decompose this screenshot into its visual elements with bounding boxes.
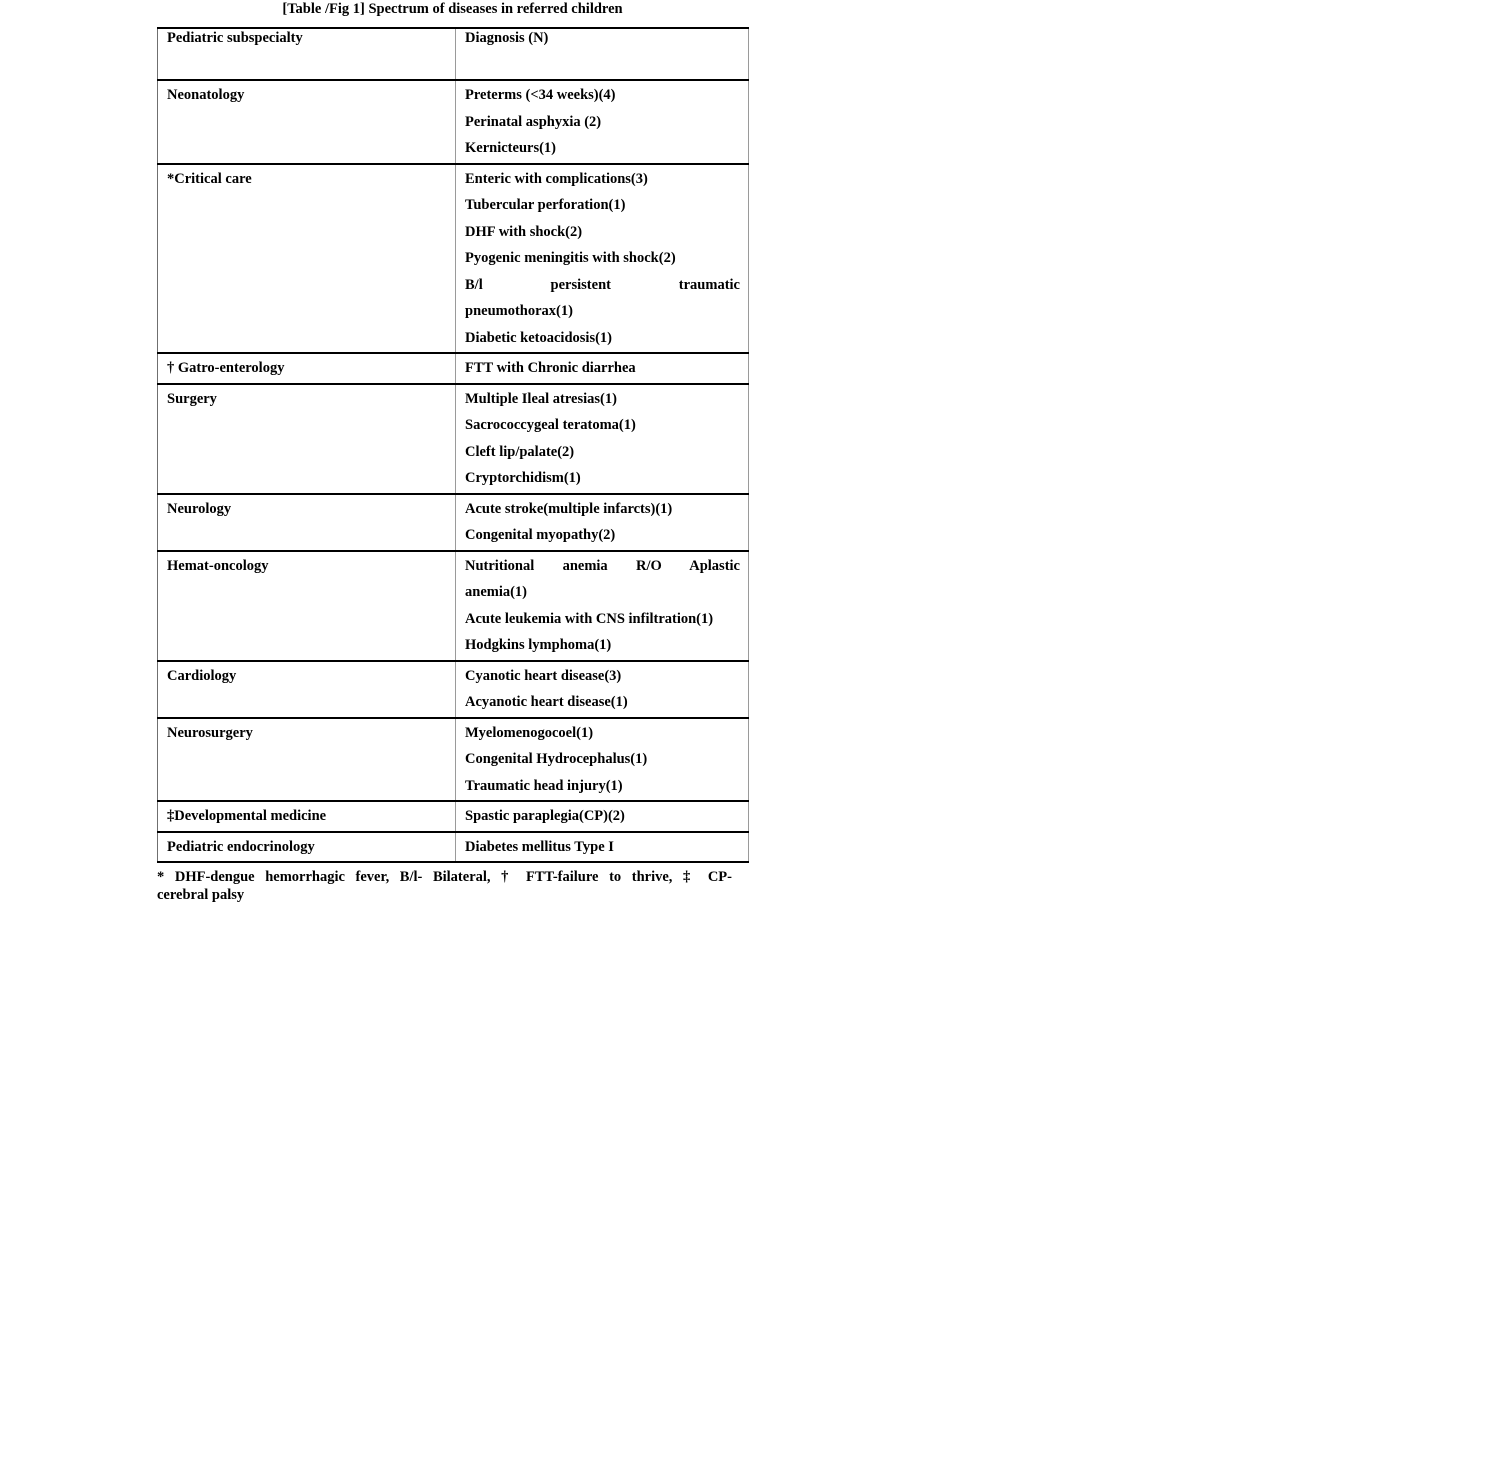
diagnosis-line: Diabetic ketoacidosis(1) <box>465 329 612 346</box>
specialty-cell <box>158 80 456 164</box>
specialty-cell <box>158 801 456 832</box>
diagnosis-cell <box>456 801 749 832</box>
disease-table-body <box>158 80 749 862</box>
diagnosis-line: DHF with shock(2) <box>465 223 583 240</box>
specialty-label: Neurology <box>167 500 232 517</box>
diagnosis-cell <box>456 353 749 384</box>
diagnosis-line: Traumatic head injury(1) <box>465 777 623 794</box>
table-header-row <box>158 28 749 80</box>
diagnosis-line: Kernicteurs(1) <box>465 140 556 156</box>
diagnosis-line: Acute stroke(multiple infarcts)(1) <box>465 500 673 517</box>
diagnosis-cell <box>456 384 749 494</box>
table-footnote <box>157 868 732 904</box>
spectrum-of-diseases-table <box>157 27 749 863</box>
diagnosis-line: Preterms (<34 weeks)(4) <box>465 87 616 103</box>
specialty-label: ‡Developmental medicine <box>167 808 327 824</box>
diagnosis-cell <box>456 661 749 718</box>
diagnosis-cell <box>456 80 749 164</box>
specialty-label: Neonatology <box>167 87 245 103</box>
diagnosis-line: Hodgkins lymphoma(1) <box>465 637 612 653</box>
table-row <box>158 718 749 802</box>
diagnosis-line: Diabetes mellitus Type I <box>465 838 614 855</box>
specialty-cell <box>158 384 456 494</box>
table-row <box>158 353 749 384</box>
specialty-cell <box>158 661 456 718</box>
diagnosis-line: Congenital Hydrocephalus(1) <box>465 751 648 767</box>
diagnosis-line: Cryptorchidism(1) <box>465 470 581 486</box>
diagnosis-line: Multiple Ileal atresias(1) <box>465 390 617 407</box>
specialty-label: Cardiology <box>167 667 237 684</box>
diagnosis-line: anemia(1) <box>465 584 528 600</box>
diagnosis-line: Spastic paraplegia(CP)(2) <box>465 808 625 824</box>
table-caption: [Table /Fig 1] Spectrum of diseases in referred children <box>282 1 623 17</box>
specialty-label: Hemat-oncology <box>167 557 269 574</box>
diagnosis-line: Sacrococcygeal teratoma(1) <box>465 417 636 433</box>
footnote-line-2: cerebral palsy <box>157 887 245 903</box>
specialty-label: † Gatro-enterology <box>167 360 285 376</box>
specialty-label: Neurosurgery <box>167 724 253 741</box>
table-row <box>158 164 749 354</box>
specialty-label: *Critical care <box>167 170 252 187</box>
diagnosis-cell <box>456 551 749 661</box>
diagnosis-line: Enteric with complications(3) <box>465 170 648 187</box>
diagnosis-line: Congenital myopathy(2) <box>465 527 616 543</box>
footnote-line-1: * DHF-dengue hemorrhagic fever, B/l- Bilateral, † FTT-failure to thrive, ‡ CP- <box>157 869 732 885</box>
table-row <box>158 661 749 718</box>
table-row <box>158 801 749 832</box>
diagnosis-line: Pyogenic meningitis with shock(2) <box>465 250 676 266</box>
table-row <box>158 384 749 494</box>
diagnosis-line: Myelomenogocoel(1) <box>465 724 594 741</box>
table-row <box>158 551 749 661</box>
column-header-diagnosis: Diagnosis (N) <box>456 28 749 80</box>
diagnosis-line: Acyanotic heart disease(1) <box>465 694 628 710</box>
specialty-label: Surgery <box>167 390 217 407</box>
specialty-cell <box>158 494 456 551</box>
column-header-pediatric-subspecialty: Pediatric subspecialty <box>158 28 456 80</box>
diagnosis-line: FTT with Chronic diarrhea <box>465 360 636 376</box>
specialty-cell <box>158 832 456 863</box>
specialty-cell <box>158 353 456 384</box>
diagnosis-line: Tubercular perforation(1) <box>465 197 626 213</box>
diagnosis-line: Perinatal asphyxia (2) <box>465 113 602 130</box>
table-row <box>158 494 749 551</box>
diagnosis-line: B/l persistent traumatic <box>465 276 740 293</box>
diagnosis-cell <box>456 718 749 802</box>
diagnosis-line: Cyanotic heart disease(3) <box>465 667 622 684</box>
diagnosis-line: Acute leukemia with CNS infiltration(1) <box>465 610 714 627</box>
diagnosis-line: Nutritional anemia R/O Aplastic <box>465 557 740 574</box>
diagnosis-line: pneumothorax(1) <box>465 303 573 319</box>
table-figure-block <box>157 0 748 904</box>
specialty-cell <box>158 551 456 661</box>
diagnosis-line: Cleft lip/palate(2) <box>465 443 575 460</box>
specialty-cell <box>158 164 456 354</box>
table-row <box>158 80 749 164</box>
diagnosis-cell <box>456 164 749 354</box>
specialty-cell <box>158 718 456 802</box>
diagnosis-cell <box>456 494 749 551</box>
specialty-label: Pediatric endocrinology <box>167 838 315 855</box>
diagnosis-cell <box>456 832 749 863</box>
table-row <box>158 832 749 863</box>
